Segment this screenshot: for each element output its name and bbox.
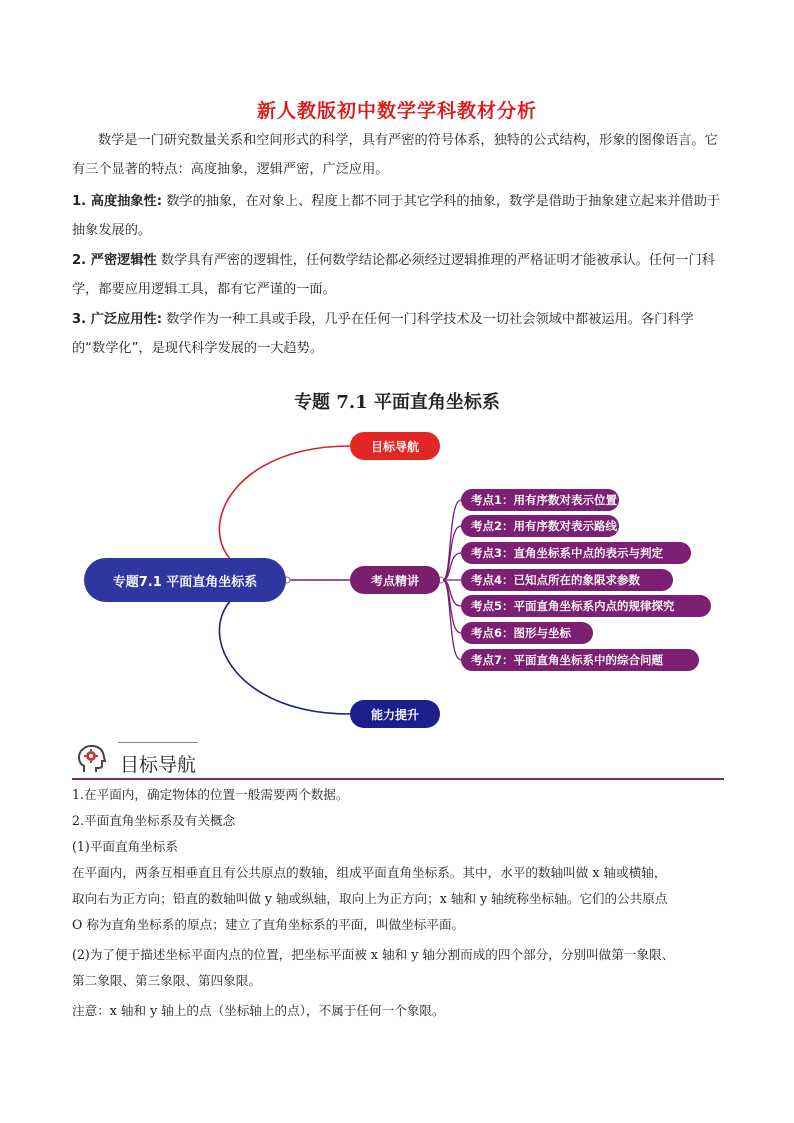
point-abstraction xyxy=(72,187,724,245)
root-node[interactable]: 专题7.1 平面直角坐标系 xyxy=(84,558,286,602)
point-lead: 3. 广泛应用性: xyxy=(72,312,162,327)
kaodian-item[interactable]: 考点7：平面直角坐标系中的综合问题 xyxy=(461,649,699,671)
point-text: 数学具有严密的逻辑性，任何数学结论都必须经过逻辑推理的严格证明才能被承认。任何一门科学，都要应用逻辑工具，都有它严谨的一面。 xyxy=(72,253,715,297)
document-title: 新人教版初中数学学科教材分析 xyxy=(256,100,537,122)
section-header-goal xyxy=(72,740,724,780)
body-line: 注意：x 轴和 y 轴上的点（坐标轴上的点），不属于任何一个象限。 xyxy=(72,1003,445,1018)
branch-kaodian[interactable]: 考点精讲 xyxy=(350,566,440,594)
kaodian-item[interactable]: 考点4：已知点所在的象限求参数 xyxy=(461,569,673,591)
body-line: 2.平面直角坐标系及有关概念 xyxy=(72,813,236,828)
kaodian-item[interactable]: 考点6：图形与坐标 xyxy=(461,622,593,644)
topic-subtitle: 专题 7.1 平面直角坐标系 xyxy=(294,392,500,413)
point-text: 数学的抽象，在对象上、程度上都不同于其它学科的抽象，数学是借助于抽象建立起来并借助于抽象发展的。 xyxy=(72,194,721,238)
mind-map xyxy=(0,420,794,740)
point-lead: 1. 高度抽象性: xyxy=(72,194,162,209)
connector-kaodian xyxy=(443,580,461,633)
body-line: 第二象限、第三象限、第四象限。 xyxy=(72,973,261,988)
body-line: 1.在平面内，确定物体的位置一般需要两个数据。 xyxy=(72,787,349,802)
body-line: (1)平面直角坐标系 xyxy=(72,839,178,854)
point-application xyxy=(72,305,724,363)
section-heading: 目标导航 xyxy=(120,754,197,776)
kaodian-item[interactable]: 考点3：直角坐标系中点的表示与判定 xyxy=(461,542,691,564)
branch-ability[interactable]: 能力提升 xyxy=(350,700,440,728)
connector-kaodian xyxy=(443,580,461,660)
body-line: 在平面内，两条互相垂直且有公共原点的数轴，组成平面直角坐标系。其中，水平的数轴叫做 x 轴或横轴， xyxy=(72,865,667,880)
kaodian-item[interactable]: 考点2：用有序数对表示路线 xyxy=(461,515,619,537)
kaodian-item[interactable]: 考点5：平面直角坐标系内点的规律探究 xyxy=(461,595,711,617)
body-line: 取向右为正方向；铅直的数轴叫做 y 轴或纵轴，取向上为正方向；x 轴和 y 轴统称坐标轴。它们的公共原点 xyxy=(72,891,668,906)
body-line: (2)为了便于描述坐标平面内点的位置，把坐标平面被 x 轴和 y 轴分割而成的四个部分，分别叫做第一象限、 xyxy=(72,947,675,962)
kaodian-item[interactable]: 考点1：用有序数对表示位置 xyxy=(461,489,619,511)
point-logic xyxy=(72,246,724,304)
head-gear-icon xyxy=(74,742,108,776)
branch-goal[interactable]: 目标导航 xyxy=(350,432,440,460)
body-line: O 称为直角坐标系的原点；建立了直角坐标系的平面，叫做坐标平面。 xyxy=(72,917,465,932)
point-text: 数学作为一种工具或手段，几乎在任何一门科学技术及一切社会领域中都被运用。各门科学的“数学化”，是现代科学发展的一大趋势。 xyxy=(72,312,694,356)
section-divider xyxy=(72,778,724,780)
header-rule xyxy=(118,742,198,743)
point-lead: 2. 严密逻辑性 xyxy=(72,253,157,268)
intro-paragraph: 数学是一门研究数量关系和空间形式的科学，具有严密的符号体系，独特的公式结构，形象的图像语言。它有三个显著的特点：高度抽象，逻辑严密，广泛应用。 xyxy=(72,133,718,177)
